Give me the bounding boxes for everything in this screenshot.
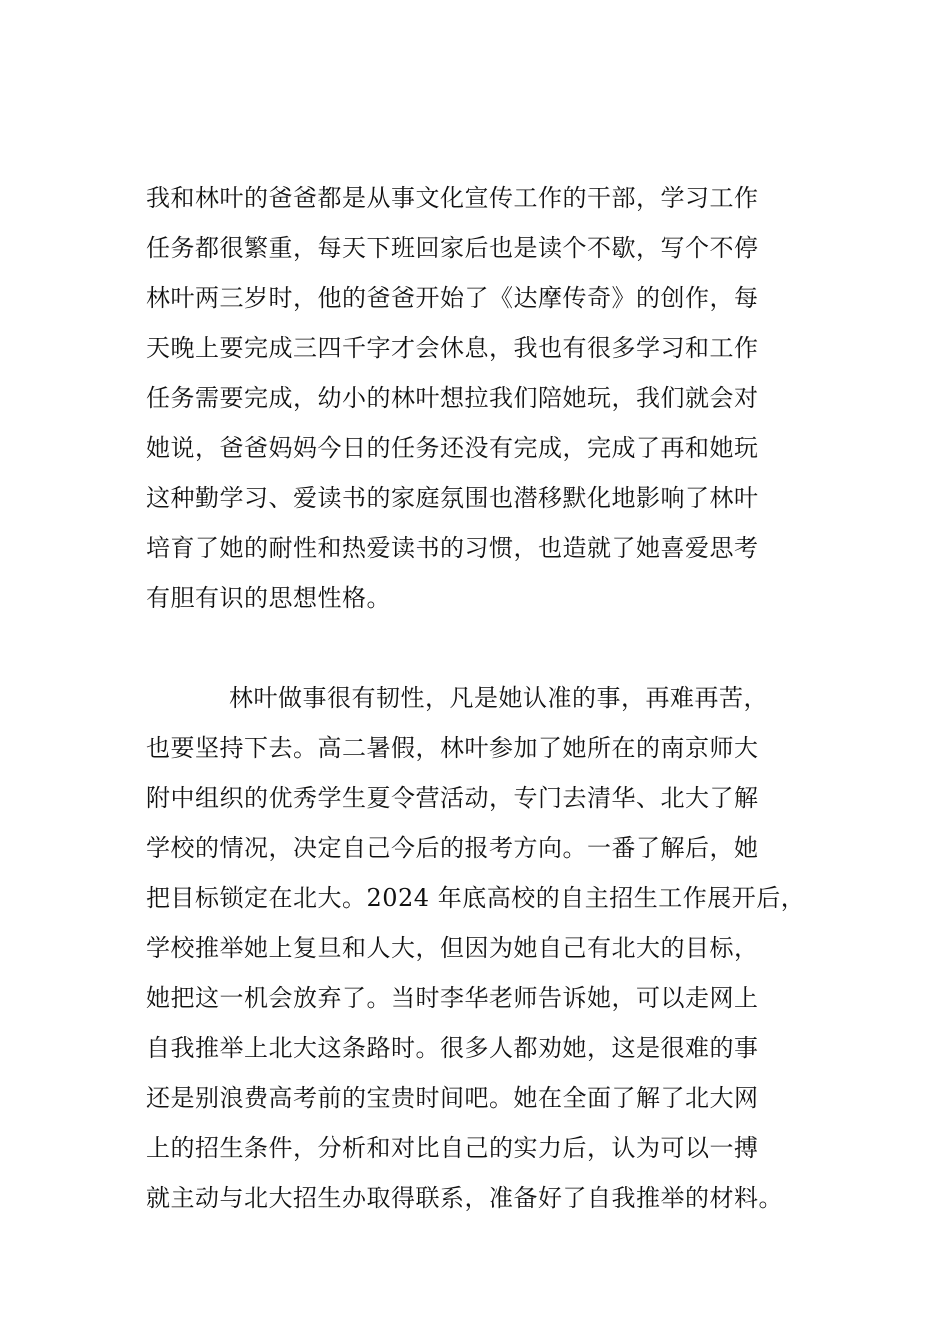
paragraph-1-line-7: 这种勤学习、爱读书的家庭氛围也潜移默化地影响了林叶 (146, 484, 759, 512)
paragraph-2-line-9: 还是别浪费高考前的宝贵时间吧。她在全面了解了北大网 (146, 1084, 759, 1112)
paragraph-2-line-7: 她把这一机会放弃了。当时李华老师告诉她，可以走网上 (146, 984, 759, 1012)
paragraph-2-line-11: 就主动与北大招生办取得联系，准备好了自我推举的材料。 (146, 1184, 783, 1212)
paragraph-1-line-6: 她说，爸爸妈妈今日的任务还没有完成，完成了再和她玩 (146, 434, 759, 462)
paragraph-2-line-4: 学校的情况，决定自己今后的报考方向。一番了解后，她 (146, 834, 759, 862)
paragraph-2-line-3: 附中组织的优秀学生夏令营活动，专门去清华、北大了解 (146, 784, 759, 812)
paragraph-1-line-4: 天晚上要完成三四千字才会休息，我也有很多学习和工作 (146, 334, 759, 362)
paragraph-2-line-5: 把目标锁定在北大。2024 年底高校的自主招生工作展开后， (146, 884, 806, 912)
paragraph-1-line-9: 有胆有识的思想性格。 (146, 584, 391, 612)
paragraph-2-line-1: 林叶做事很有韧性，凡是她认准的事，再难再苦， (229, 684, 768, 712)
paragraph-2-line-2: 也要坚持下去。高二暑假，林叶参加了她所在的南京师大 (146, 734, 759, 762)
paragraph-1-line-3: 林叶两三岁时，他的爸爸开始了《达摩传奇》的创作，每 (146, 284, 759, 312)
paragraph-2-line-8: 自我推举上北大这条路时。很多人都劝她，这是很难的事 (146, 1034, 759, 1062)
paragraph-1-line-2: 任务都很繁重，每天下班回家后也是读个不歇，写个不停 (146, 234, 759, 262)
paragraph-1-line-8: 培育了她的耐性和热爱读书的习惯，也造就了她喜爱思考 (146, 534, 759, 562)
paragraph-2-line-10: 上的招生条件，分析和对比自己的实力后，认为可以一搏 (146, 1134, 759, 1162)
paragraph-1-line-5: 任务需要完成，幼小的林叶想拉我们陪她玩，我们就会对 (146, 384, 759, 412)
paragraph-2-line-6: 学校推举她上复旦和人大，但因为她自己有北大的目标， (146, 934, 759, 962)
paragraph-1-line-1: 我和林叶的爸爸都是从事文化宣传工作的干部，学习工作 (146, 184, 759, 212)
